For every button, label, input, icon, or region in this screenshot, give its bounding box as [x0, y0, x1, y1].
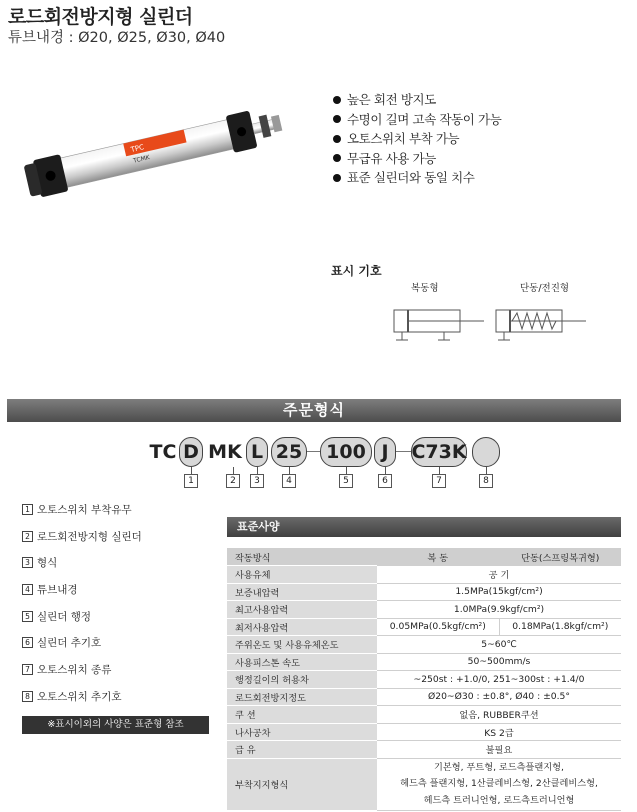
code-stroke: 100	[320, 437, 372, 467]
code-switch-suffix	[472, 437, 500, 467]
code-number: 5	[339, 474, 353, 488]
bullet-icon	[333, 115, 341, 123]
code-series: TC	[149, 441, 177, 463]
table-row: 작동방식 복 동 단동(스프링복귀형)	[227, 548, 621, 566]
feature-list	[333, 90, 501, 188]
feature-item: 표준 실린더와 동일 치수	[333, 168, 501, 188]
table-row: 사용유체 공 기	[227, 566, 621, 584]
code-number: 4	[282, 474, 296, 488]
model-label: TCMK	[132, 154, 151, 165]
code-dash	[307, 451, 320, 452]
legend-item: 2 로드회전방지형 실린더	[22, 530, 142, 557]
code-switch-type: C73K	[411, 437, 467, 467]
table-row: 로드회전방지정도 Ø20~Ø30 : ±0.8°, Ø40 : ±0.5°	[227, 688, 621, 706]
order-legend	[22, 503, 142, 717]
legend-item: 6 실린더 추기호	[22, 636, 142, 663]
table-row: 부착지지형식 기본형, 푸트형, 로드측플랜지형, 헤드측 플랜지형, 1산클레비스형, 2산클레비스형, 헤드측 트러니언형, 로드측트러니언형	[227, 758, 621, 811]
spec-note: ※표시이외의 사양은 표준형 참조	[22, 716, 209, 734]
table-row: 주위온도 및 사용유체온도 5~60℃	[227, 636, 621, 654]
single-acting-label: 단동/전진형	[520, 283, 570, 294]
legend-item: 5 실린더 행정	[22, 610, 142, 637]
legend-item: 4 튜브내경	[22, 583, 142, 610]
table-row: 쿠 션 없음, RUBBER쿠션	[227, 706, 621, 724]
code-number: 6	[378, 474, 392, 488]
bullet-icon	[333, 154, 341, 162]
code-type: MK	[208, 441, 242, 463]
order-format-header: 주문형식	[7, 399, 621, 422]
code-bore: 25	[271, 437, 307, 467]
feature-item: 오토스위치 부착 가능	[333, 129, 501, 149]
code-dash	[396, 451, 411, 452]
feature-item: 높은 회전 방지도	[333, 90, 501, 110]
legend-item: 3 형식	[22, 556, 142, 583]
table-row: 보증내압력 1.5MPa(15kgf/cm²)	[227, 583, 621, 601]
double-acting-symbol	[388, 296, 500, 352]
table-row: 급 유 불필요	[227, 741, 621, 759]
legend-item: 1 오토스위치 부착유무	[22, 503, 142, 530]
bore-size-subtitle: 튜브내경 : Ø20, Ø25, Ø30, Ø40	[8, 30, 226, 46]
table-row: 사용피스톤 속도 50~500mm/s	[227, 653, 621, 671]
table-row: 최고사용압력 1.0MPa(9.9kgf/cm²)	[227, 601, 621, 619]
legend-item: 8 오토스위치 추기호	[22, 690, 142, 717]
table-row: 행정길이의 허용차 ~250st : +1.0/0, 251~300st : +1.4/0	[227, 671, 621, 689]
spec-table	[227, 548, 621, 811]
table-row: 최저사용압력 0.05MPa(0.5kgf/cm²) 0.18MPa(1.8kgf/cm²)	[227, 618, 621, 636]
bullet-icon	[333, 135, 341, 143]
code-number: 2	[226, 474, 240, 488]
bullet-icon	[333, 174, 341, 182]
code-number: 8	[479, 474, 493, 488]
table-row: 나사공차 KS 2급	[227, 723, 621, 741]
code-number: 1	[184, 474, 198, 488]
code-number: 3	[250, 474, 264, 488]
feature-item: 무급유 사용 가능	[333, 149, 501, 169]
double-acting-label: 복동형	[411, 283, 439, 294]
brand-label: TPC	[129, 143, 145, 154]
code-model: L	[246, 437, 268, 467]
spec-table-title: 표준사양	[227, 517, 621, 537]
feature-item: 수명이 길며 고속 작동이 가능	[333, 110, 501, 130]
single-acting-symbol	[490, 296, 602, 352]
code-cylinder-suffix: J	[374, 437, 396, 467]
page-title: 로드회전방지형 실린더	[8, 6, 193, 28]
legend-item: 7 오토스위치 종류	[22, 663, 142, 690]
cylinder-product-image	[8, 92, 298, 212]
symbols-title: 표시 기호	[331, 264, 382, 278]
code-number: 7	[432, 474, 446, 488]
code-switch: D	[179, 437, 203, 467]
bullet-icon	[333, 96, 341, 104]
